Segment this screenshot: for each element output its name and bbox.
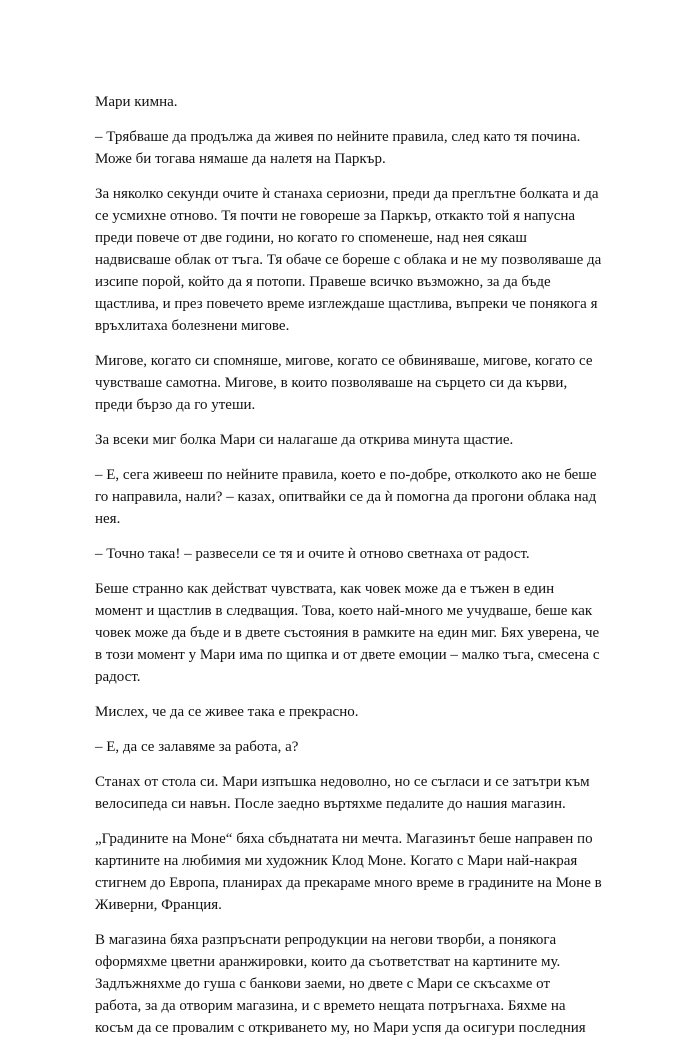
paragraph: Мигове, когато си спомняше, мигове, когато се обвиняваше, мигове, когато се чувстваше самотна. Мигове, в които позволяваше на сърцето си да кърви, преди бързо да го утеши. bbox=[95, 353, 593, 413]
paragraph: Мари кимна. bbox=[95, 94, 178, 110]
paragraph: Мислех, че да се живее така е прекрасно. bbox=[95, 704, 359, 720]
paragraph: – Точно така! – развесели се тя и очите ѝ отново светнаха от радост. bbox=[95, 546, 530, 562]
paragraph: – Трябваше да продължа да живея по нейните правила, след като тя почина. Може би тогава нямаше да налетя на Паркър. bbox=[95, 129, 581, 167]
paragraph: – Е, сега живееш по нейните правила, което е по-добре, отколкото ако не беше го направила, нали? – казах, опитвайки се да ѝ помогна да прогони облака над нея. bbox=[95, 467, 597, 527]
paragraph: – Е, да се залавяме за работа, а? bbox=[95, 739, 299, 755]
paragraph: Беше странно как действат чувствата, как човек може да е тъжен в един момент и щастлив в следващия. Това, което най-много ме учудваше, беше как човек може да бъде и в двете състояния в рамките на един миг. Бях уверена, че в този момент у Мари има по щипка и от двете емоции – малко тъга, смесена с радост. bbox=[95, 581, 600, 685]
paragraph: За всеки миг болка Мари си налагаше да открива минута щастие. bbox=[95, 432, 514, 448]
paragraph: „Градините на Моне“ бяха сбъднатата ни мечта. Магазинът беше направен по картините на любимия ми художник Клод Моне. Когато с Мари най-накрая стигнем до Европа, планирах да прекараме много време в градините на Моне в Живерни, Франция. bbox=[95, 831, 602, 913]
document-body bbox=[95, 91, 616, 1052]
paragraph: За няколко секунди очите ѝ станаха сериозни, преди да преглътне болката и да се усмихне отново. Тя почти не говореше за Паркър, откакто той я напусна преди повече от две години, но когато го споменеше, над нея сякаш надвисваше облак от тъга. Тя обаче се бореше с облака и не му позволяваше да изсипе порой, който да я потопи. Правеше всичко възможно, за да бъде щастлива, и през повечето време изглеждаше щастлива, въпреки че понякога я връхлитаха болезнени мигове. bbox=[95, 186, 602, 334]
paragraph: В магазина бяха разпръснати репродукции на негови творби, а понякога оформяхме цветни аранжировки, които да съответстват на картините му. Задлъжняхме до гуша с банкови заеми, но двете с Мари се скъсахме от работа, за да отворим магазина, и с времето нещата потръгнаха. Бяхме на косъм да се провалим с откриването му, но Мари успя да осигури последния bbox=[95, 932, 586, 1036]
paragraph: Станах от стола си. Мари изпъшка недоволно, но се съгласи и се затътри към велосипеда си навън. После заедно въртяхме педалите до нашия магазин. bbox=[95, 774, 590, 812]
